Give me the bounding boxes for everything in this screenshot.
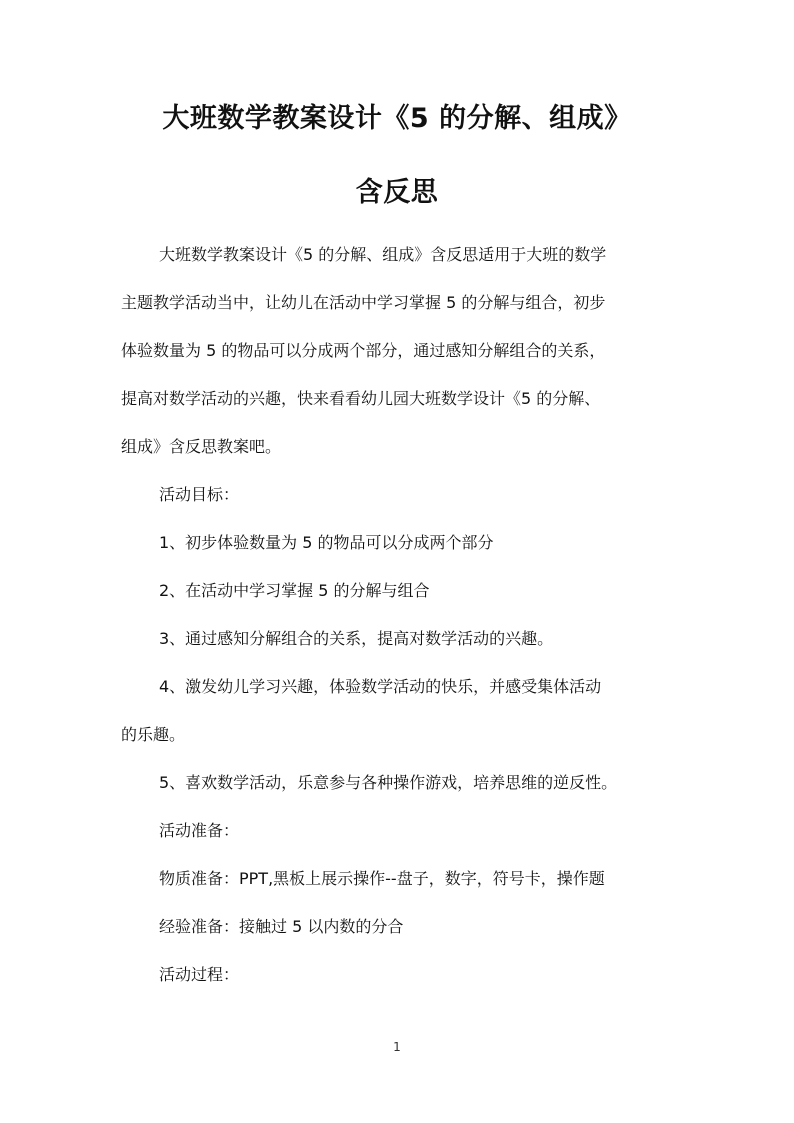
- goal-item-4-continued: 的乐趣。: [121, 725, 186, 744]
- goals-heading: 活动目标：: [159, 485, 240, 504]
- process-heading: 活动过程：: [159, 965, 240, 984]
- page-number: 1: [393, 1040, 401, 1054]
- prep-material: 物质准备：PPT,黑板上展示操作--盘子，数字，符号卡，操作题: [159, 869, 605, 888]
- prep-heading: 活动准备：: [159, 821, 240, 840]
- intro-line-1: 大班数学教案设计《5 的分解、组成》含反思适用于大班的数学: [159, 245, 607, 264]
- document-title-continued: 含反思: [355, 177, 439, 208]
- goal-item-2: 2、在活动中学习掌握 5 的分解与组合: [159, 581, 430, 600]
- intro-line-5: 组成》含反思教案吧。: [121, 437, 282, 456]
- intro-line-3: 体验数量为 5 的物品可以分成两个部分，通过感知分解组合的关系，: [121, 341, 606, 360]
- goal-item-5: 5、喜欢数学活动，乐意参与各种操作游戏，培养思维的逆反性。: [159, 773, 618, 792]
- document-title: 大班数学教案设计《5 的分解、组成》: [162, 103, 632, 134]
- goal-item-1: 1、初步体验数量为 5 的物品可以分成两个部分: [159, 533, 494, 552]
- prep-experience: 经验准备：接触过 5 以内数的分合: [159, 917, 404, 936]
- intro-line-2: 主题教学活动当中，让幼儿在活动中学习掌握 5 的分解与组合，初步: [121, 293, 606, 312]
- goal-item-4: 4、激发幼儿学习兴趣，体验数学活动的快乐，并感受集体活动: [159, 677, 602, 696]
- intro-line-4: 提高对数学活动的兴趣，快来看看幼儿园大班数学设计《5 的分解、: [121, 389, 601, 408]
- goal-item-3: 3、通过感知分解组合的关系，提高对数学活动的兴趣。: [159, 629, 554, 648]
